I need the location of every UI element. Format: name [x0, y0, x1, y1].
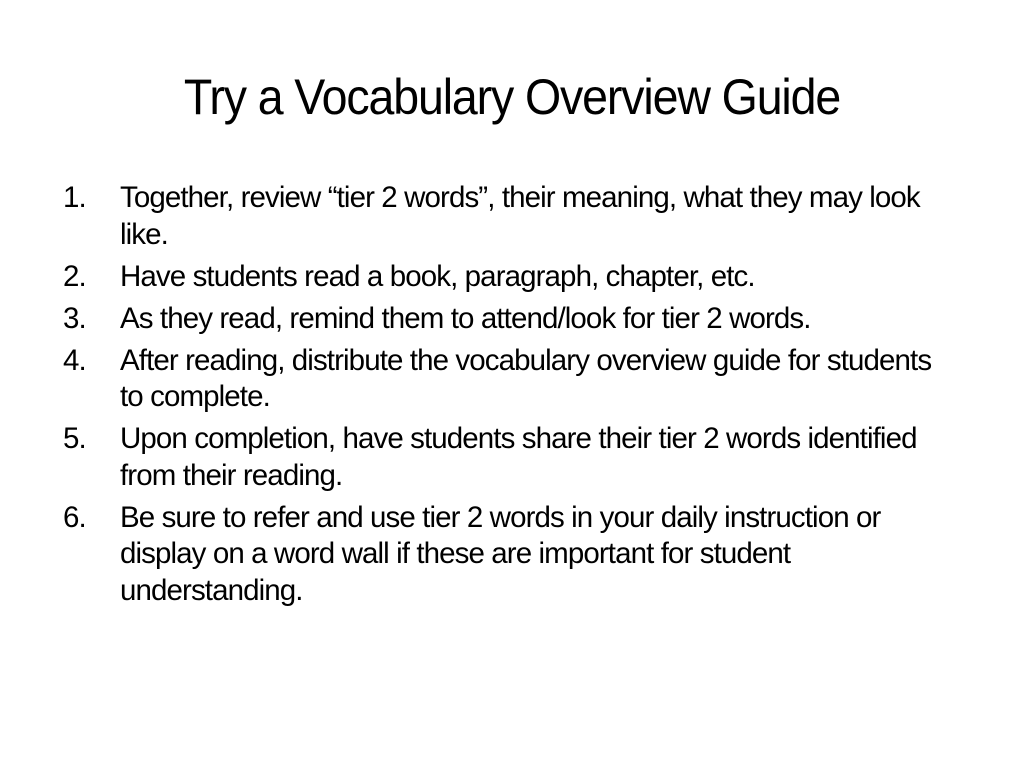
list-item: [63, 421, 963, 494]
list-item-number: 4.: [63, 343, 86, 377]
list-item: [63, 259, 963, 296]
slide-title: Try a Vocabulary Overview Guide: [183, 69, 841, 125]
list-item-text: Upon completion, have students share their tier 2 words identified from their reading.: [120, 422, 917, 492]
list-item-number: 6.: [63, 500, 86, 534]
numbered-list: [63, 180, 963, 615]
list-item: [63, 301, 963, 338]
list-item-number: 3.: [63, 301, 86, 335]
list-item-text: As they read, remind them to attend/look for tier 2 words.: [120, 301, 811, 335]
list-item-text: After reading, distribute the vocabulary overview guide for students to complete.: [120, 343, 932, 413]
list-item-text: Together, review “tier 2 words”, their meaning, what they may look like.: [120, 181, 920, 251]
list-item-number: 2.: [63, 259, 86, 293]
list-item-text: Be sure to refer and use tier 2 words in your daily instruction or display on a word wall if these are important for student understanding.: [120, 500, 881, 607]
list-item: [63, 500, 963, 610]
list-item: [63, 180, 963, 253]
list-item-text: Have students read a book, paragraph, chapter, etc.: [120, 259, 755, 293]
list-item-number: 5.: [63, 422, 86, 455]
list-item-number: 1.: [63, 181, 86, 214]
list-item: [63, 343, 963, 416]
